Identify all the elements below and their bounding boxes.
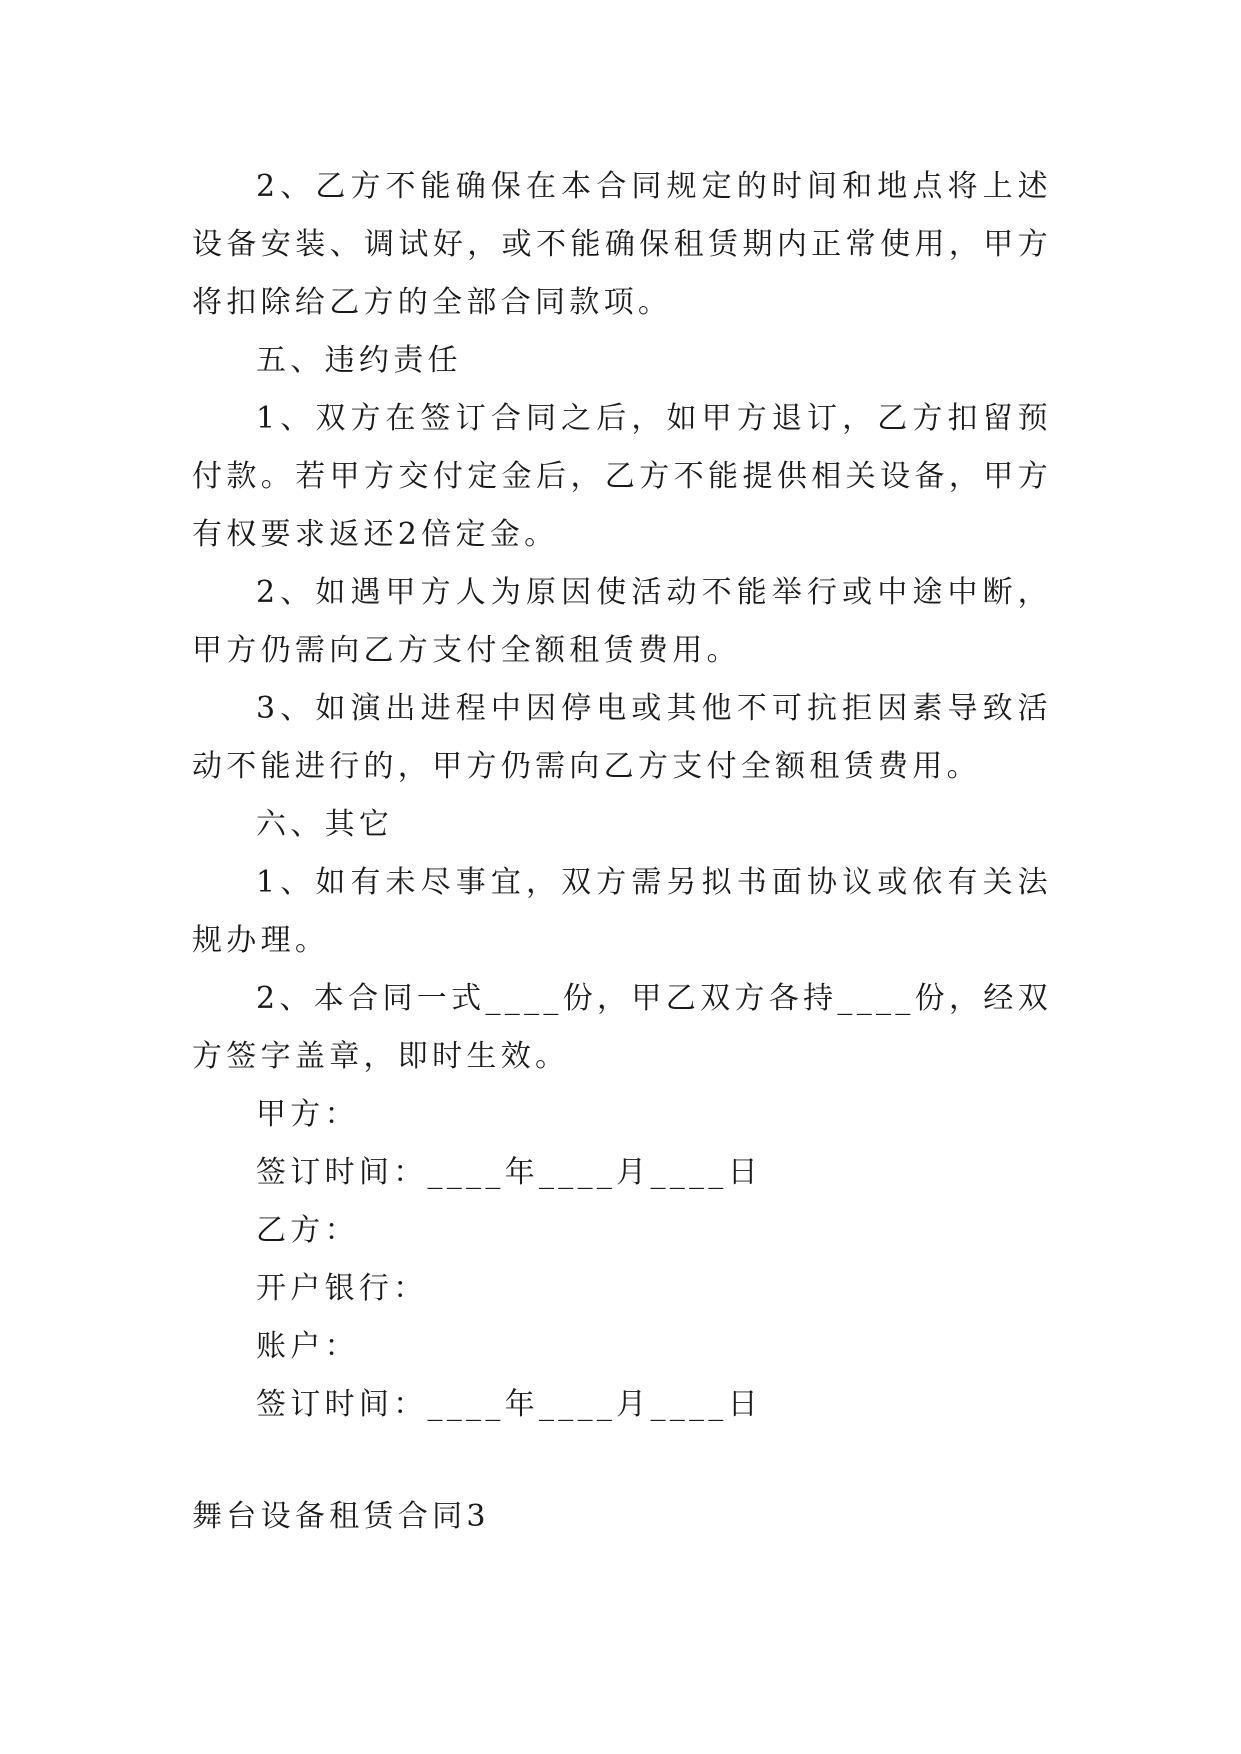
party-a-label: 甲方： [256,1097,359,1132]
bank-label: 开户银行： [256,1271,428,1306]
party-a-sign-date: 签订时间：____年____月____日 [256,1155,762,1190]
section-heading-other: 六、其它 [256,807,394,842]
section-heading-breach-liability: 五、违约责任 [256,343,462,378]
clause-1-cancellation: 1、双方在签订合同之后，如甲方退订，乙方扣留预付款。若甲方交付定金后，乙方不能提供相关设备，甲方有权要求返还2倍定金。 [192,401,1052,552]
party-b-sign-date: 签订时间：____年____月____日 [256,1387,762,1422]
clause-2-copies: 2、本合同一式____份，甲乙双方各持____份，经双方签字盖章，即时生效。 [192,981,1052,1074]
document-body [192,158,1052,1434]
next-contract-title: 舞台设备租赁合同3 [192,1499,490,1534]
clause-2-event-interruption: 2、如遇甲方人为原因使活动不能举行或中途中断，甲方仍需向乙方支付全额租赁费用。 [192,575,1052,668]
clause-1-unresolved-matters: 1、如有未尽事宜，双方需另拟书面协议或依有关法规办理。 [192,865,1052,958]
clause-3-force-majeure: 3、如演出进程中因停电或其他不可抗拒因素导致活动不能进行的，甲方仍需向乙方支付全额租赁费用。 [192,691,1052,784]
account-label: 账户： [256,1329,359,1364]
clause-2-equipment-guarantee: 2、乙方不能确保在本合同规定的时间和地点将上述设备安装、调试好，或不能确保租赁期内正常使用，甲方将扣除给乙方的全部合同款项。 [192,169,1052,320]
party-b-label: 乙方： [256,1213,359,1248]
